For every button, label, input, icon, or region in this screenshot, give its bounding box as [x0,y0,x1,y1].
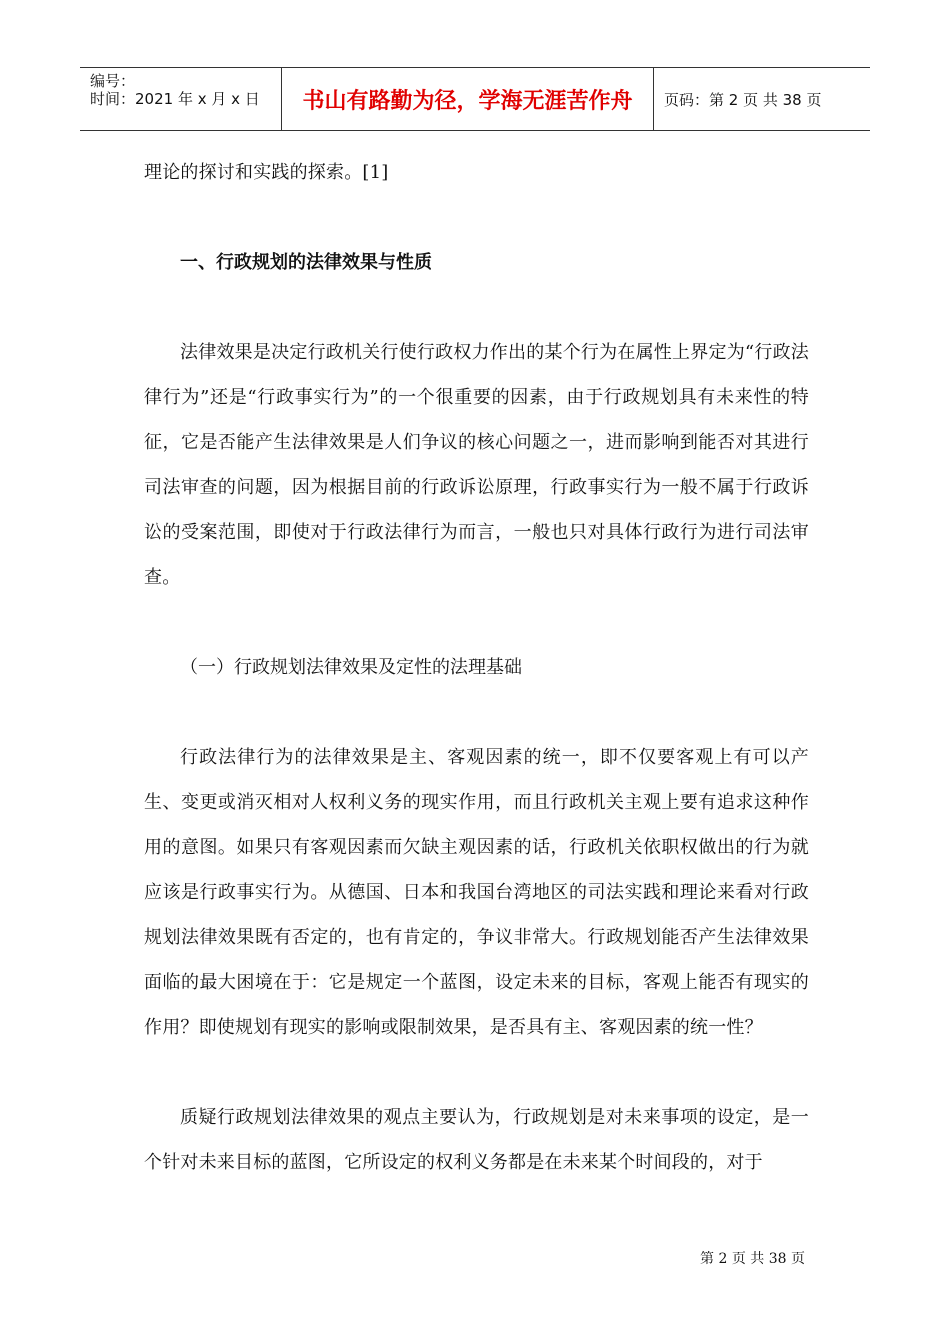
paragraph-continuation: 理论的探讨和实践的探索。[1] [144,162,389,183]
header-motto: 书山有路勤为径，学海无涯苦作舟 [282,68,654,130]
document-code-label: 编号： [90,72,136,90]
paragraph: 行政法律行为的法律效果是主、客观因素的统一，即不仅要客观上有可以产生、变更或消灭相对人权利义务的现实作用，而且行政机关主观上要有追求这种作用的意图。如果只有客观因素而欠缺主观因素的话，行政机关依职权做出的行为就应该是行政事实行为。从德国、日本和我国台湾地区的司法实践和理论来看对行政规划法律效果既有否定的，也有肯定的，争议非常大。行政规划能否产生法律效果面临的最大困境在于：它是规定一个蓝图，设定未来的目标，客观上能否有现实的作用？即使规划有现实的影响或限制效果，是否具有主、客观因素的统一性？ [144,747,809,1038]
header-meta-cell [80,68,282,130]
header-page-number: 页码：第 2 页 共 38 页 [664,90,822,109]
paragraph: 法律效果是决定行政机关行使行政权力作出的某个行为在属性上界定为“行政法律行为”还是“行政事实行为”的一个很重要的因素，由于行政规划具有未来性的特征，它是否能产生法律效果是人们争议的核心问题之一，进而影响到能否对其进行司法审查的问题，因为根据目前的行政诉讼原理，行政事实行为一般不属于行政诉讼的受案范围，即使对于行政法律行为而言，一般也只对具体行政行为进行司法审查。 [144,342,809,588]
document-body [144,150,809,1185]
page-header [80,67,870,131]
paragraph: 质疑行政规划法律效果的观点主要认为，行政规划是对未来事项的设定，是一个针对未来目标的蓝图，它所设定的权利义务都是在未来某个时间段的，对于 [144,1107,809,1173]
subsection-heading: （一）行政规划法律效果及定性的法理基础 [180,657,522,678]
page-footer: 第 2 页 共 38 页 [700,1251,805,1267]
document-time-label: 时间：2021 年 x 月 x 日 [90,90,260,108]
section-heading: 一、行政规划的法律效果与性质 [180,252,432,273]
